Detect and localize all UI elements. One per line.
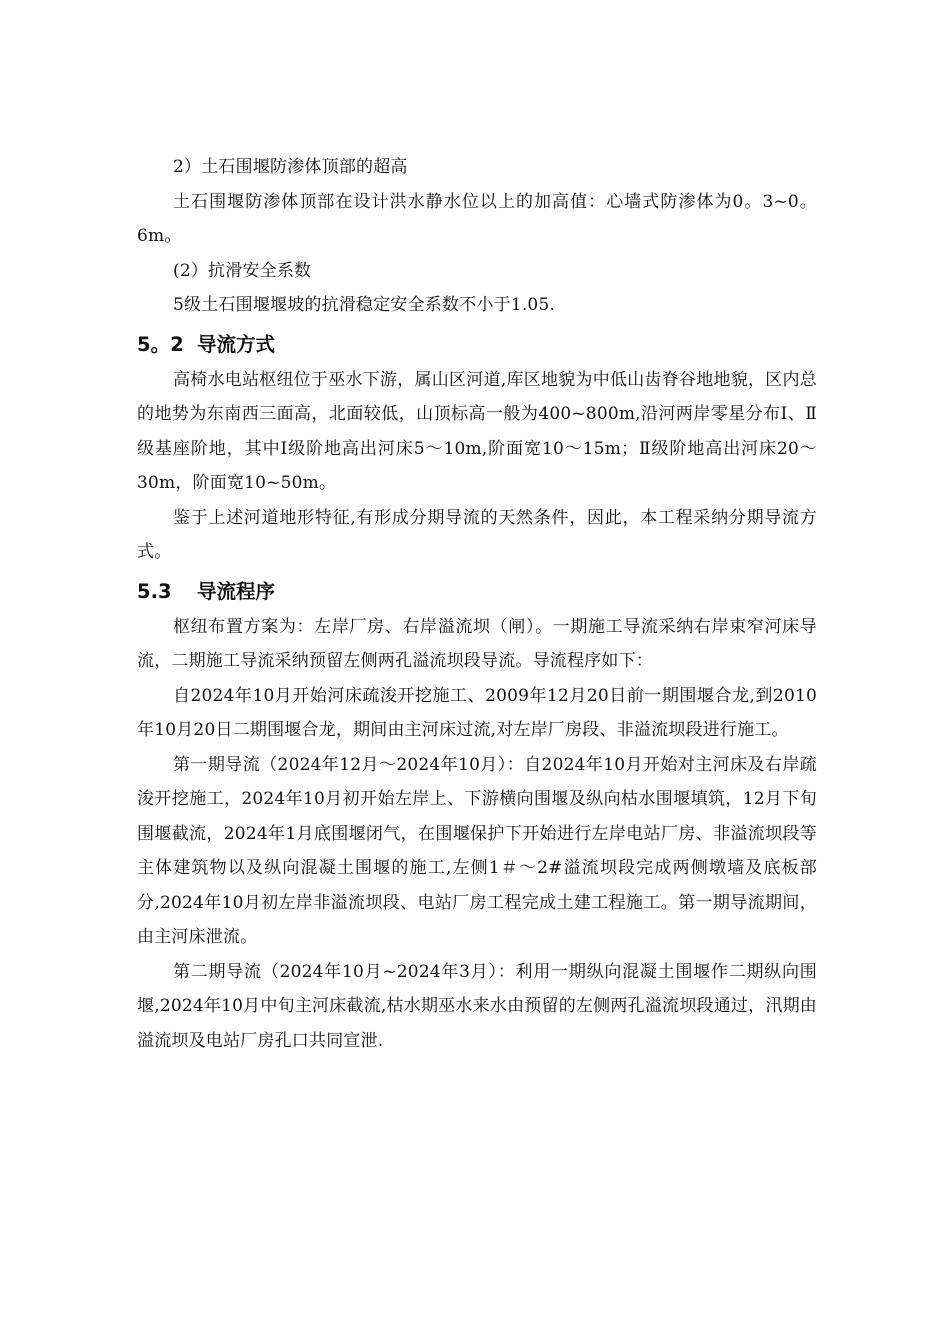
section-number: 5.3 bbox=[137, 579, 172, 603]
paragraph-schedule: 自2024年10月开始河床疏浚开挖施工、2009年12月20日前一期围堰合龙,到2010年10月20日二期围堰合龙，期间由主河床过流,对左岸厂房段、非溢流坝段进行施工。 bbox=[137, 685, 817, 740]
paragraph-sliding-safety: 5级土石围堰堰坡的抗滑稳定安全系数不小于1.05. bbox=[173, 295, 556, 315]
subheading-sliding-safety: (2）抗滑安全系数 bbox=[173, 260, 312, 281]
subheading-freeboard: 2）土石围堰防渗体顶部的超高 bbox=[173, 157, 408, 177]
document-body bbox=[137, 150, 817, 1058]
paragraph-terrain: 高椅水电站枢纽位于巫水下游，属山区河道,库区地貌为中低山齿脊谷地地貌，区内总的地势为东南西三面高，北面较低，山顶标高一般为400~800m,沿河两岸零星分布Ⅰ、Ⅱ级基座阶地，其中Ⅰ级阶地高出河床5～10m,阶面宽10～15m；Ⅱ级阶地高出河床20～30m，阶面宽10~50m。 bbox=[137, 369, 817, 493]
section-number: 5。2 bbox=[137, 332, 184, 356]
section-heading-5-2 bbox=[137, 327, 817, 363]
paragraph-layout-scheme: 枢纽布置方案为：左岸厂房、右岸溢流坝（闸）。一期施工导流采纳右岸束窄河床导流，二期施工导流采纳预留左侧两孔溢流坝段导流。导流程序如下： bbox=[137, 616, 817, 671]
section-title: 导流方式 bbox=[197, 332, 276, 356]
section-heading-5-3 bbox=[137, 574, 817, 610]
paragraph-freeboard: 土石围堰防渗体顶部在设计洪水静水位以上的加高值：心墙式防渗体为0。3~0。6m。 bbox=[137, 191, 817, 246]
paragraph-diversion-method: 鉴于上述河道地形特征,有形成分期导流的天然条件，因此，本工程采纳分期导流方式。 bbox=[137, 507, 817, 562]
section-title: 导流程序 bbox=[197, 579, 276, 603]
paragraph-stage-two: 第二期导流（2024年10月~2024年3月）：利用一期纵向混凝土围堰作二期纵向围堰,2024年10月中旬主河床截流,枯水期巫水来水由预留的左侧两孔溢流坝段通过，汛期由溢流坝及电站厂房孔口共同宣泄. bbox=[137, 961, 817, 1051]
paragraph-stage-one: 第一期导流（2024年12月～2024年10月）：自2024年10月开始对主河床及右岸疏浚开挖施工，2024年10月初开始左岸上、下游横向围堰及纵向枯水围堰填筑，12月下旬围堰截流，2024年1月底围堰闭气，在围堰保护下开始进行左岸电站厂房、非溢流坝段等主体建筑物以及纵向混凝土围堰的施工,左侧1＃～2#溢流坝段完成两侧墩墙及底板部分,2024年10月初左岸非溢流坝段、电站厂房工程完成土建工程施工。第一期导流期间，由主河床泄流。 bbox=[137, 754, 817, 947]
